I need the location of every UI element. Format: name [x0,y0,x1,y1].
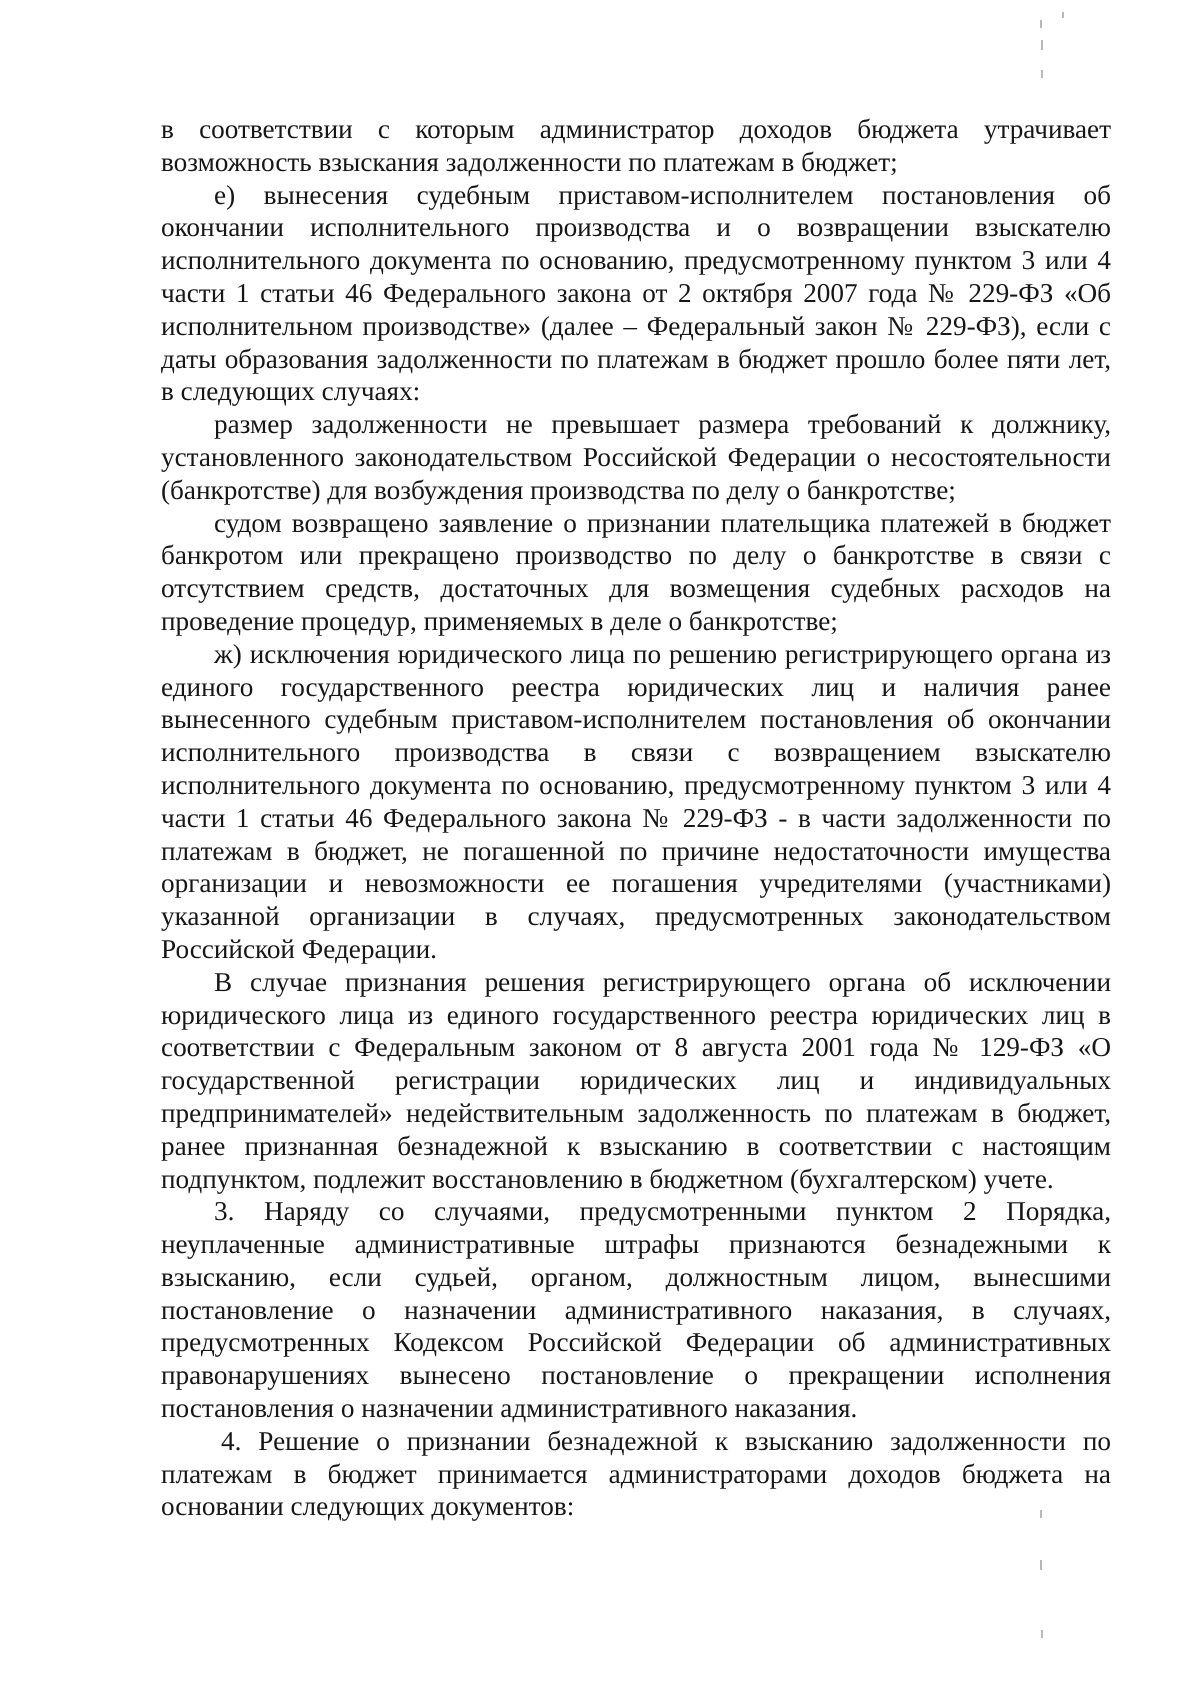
paragraph-item-zh: ж) исключения юридического лица по решению регистрирующего органа из единого государственного реестра юридических лиц и наличия ранее вынесенного судебным приставом-исполнителем постановления об окончании исполнительного производства в связи с возвращением взыскателю исполнительного документа по основанию, предусмотренному пунктом 3 или 4 части 1 статьи 46 Федерального закона № 229-ФЗ - в части задолженности по платежам в бюджет, не погашенной по причине недостаточности имущества организации и невозможности ее погашения учредителями (участниками) указанной организации в случаях, предусмотренных законодательством Российской Федерации. [161,638,1111,964]
paragraph-restoration: В случае признания решения регистрирующего органа об исключении юридического лица из единого государственного реестра юридических лиц в соответствии с Федеральным законом от 8 августа 2001 года № 129-ФЗ «О государственной регистрации юридических лиц и индивидуальных предпринимателей» недействительным задолженность по платежам в бюджет, ранее признанная безнадежной к взысканию в соответствии с настоящим подпунктом, подлежит восстановлению в бюджетном (бухгалтерском) учете. [161,966,1111,1194]
paragraph-item-e: е) вынесения судебным приставом-исполнителем постановления об окончании исполнительного производства и о возвращении взыскателю исполнительного документа по основанию, предусмотренному пунктом 3 или 4 части 1 статьи 46 Федерального закона от 2 октября 2007 года № 229-ФЗ «Об исполнительном производстве» (далее – Федеральный закон № 229-ФЗ), если с даты образования задолженности по платежам в бюджет прошло более пяти лет, в следующих случаях: [161,179,1111,407]
scan-margin-marks [1040,0,1080,1697]
paragraph-continuation: в соответствии с которым администратор доходов бюджета утрачивает возможность взыскания задолженности по платежам в бюджет; [161,114,1111,177]
document-body-upper [161,113,1111,1523]
paragraph-section-3: 3. Наряду со случаями, предусмотренными пунктом 2 Порядка, неуплаченные административные штрафы признаются безнадежными к взысканию, если судьей, органом, должностным лицом, вынесшими постановление о назначении административного наказания, в случаях, предусмотренных Кодексом Российской Федерации об административных правонарушениях вынесено постановление о прекращении исполнения постановления о назначении административного наказания. [161,1196,1111,1424]
paragraph-case-court-returned: судом возвращено заявление о признании плательщика платежей в бюджет банкротом или прекращено производство по делу о банкротстве в связи с отсутствием средств, достаточных для возмещения судебных расходов на проведение процедур, применяемых в деле о банкротстве; [161,507,1111,636]
paragraph-section-4: 4. Решение о признании безнадежной к взысканию задолженности по платежам в бюджет принимается администраторами доходов бюджета на основании следующих документов: [161,1425,1111,1522]
paragraph-case-debt-size: размер задолженности не превышает размера требований к должнику, установленного законодательством Российской Федерации о несостоятельности (банкротстве) для возбуждения производства по делу о банкротстве; [161,409,1111,505]
